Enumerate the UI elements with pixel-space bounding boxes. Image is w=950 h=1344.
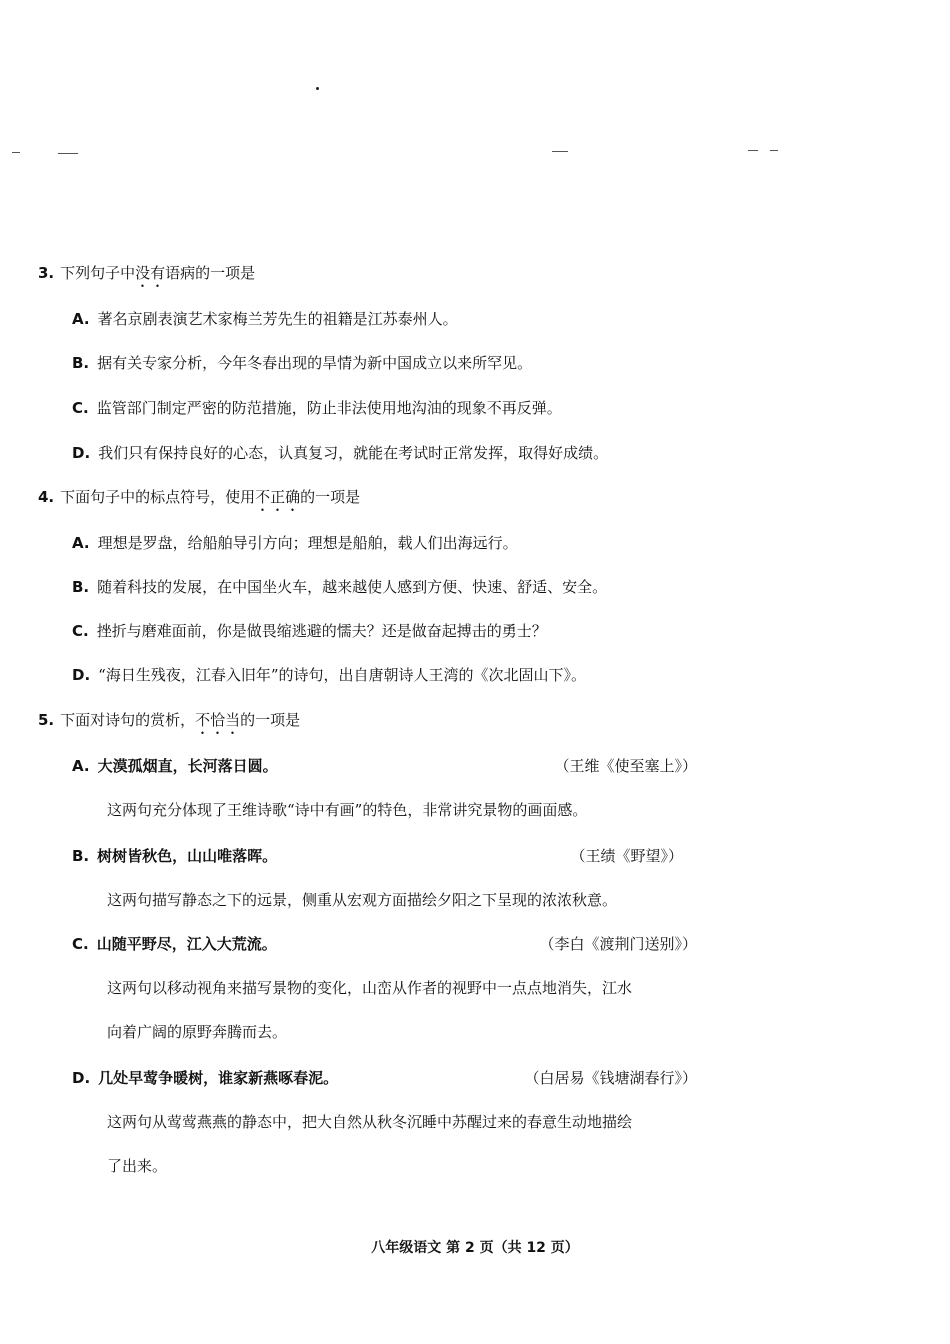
scan-speck — [316, 87, 319, 90]
explanation-line: 这两句以移动视角来描写景物的变化，山峦从作者的视野中一点点地消失，江水 — [107, 979, 633, 997]
emphasis-text: 没有 — [135, 264, 166, 282]
explanation-line: 这两句从莺莺燕燕的静态中，把大自然从秋冬沉睡中苏醒过来的春意生动地描绘 — [107, 1113, 633, 1131]
scan-mark — [748, 150, 758, 151]
explanation-line: 向着广阔的原野奔腾而去。 — [107, 1023, 288, 1041]
question-5-option-d: D. 几处早莺争暖树，谁家新燕啄春泥。 （白居易《钱塘湖春行》） — [72, 1069, 697, 1087]
question-3-option-d: D. 我们只有保持良好的心态，认真复习，就能在考试时正常发挥，取得好成绩。 — [72, 444, 609, 462]
question-3-option-a: A. 著名京剧表演艺术家梅兰芳先生的祖籍是江苏泰州人。 — [72, 310, 458, 328]
question-4-stem: 4. 下面句子中的标点符号，使用不正确的一项是 — [38, 488, 361, 506]
question-3-option-c: C. 监管部门制定严密的防范措施，防止非法使用地沟油的现象不再反弹。 — [72, 399, 562, 417]
page-footer: 八年级语文 第 2 页（共 12 页） — [371, 1240, 579, 1256]
question-5-option-b: B. 树树皆秋色，山山唯落晖。 （王绩《野望》） — [72, 847, 683, 865]
verse-source: （白居易《钱塘湖春行》） — [524, 1069, 697, 1087]
question-3-stem: 3. 下列句子中没有语病的一项是 — [38, 264, 256, 282]
question-5-option-a: A. 大漠孤烟直，长河落日圆。 （王维《使至塞上》） — [72, 757, 697, 775]
scan-mark — [58, 153, 78, 154]
question-4-option-b: B. 随着科技的发展，在中国坐火车，越来越使人感到方便、快速、舒适、安全。 — [72, 578, 608, 596]
verse-source: （王维《使至塞上》） — [554, 757, 697, 775]
question-5-option-c: C. 山随平野尽，江入大荒流。 （李白《渡荆门送别》） — [72, 935, 697, 953]
explanation-line: 这两句充分体现了王维诗歌“诗中有画”的特色，非常讲究景物的画面感。 — [107, 801, 588, 819]
question-3-option-b: B. 据有关专家分析，今年冬春出现的旱情为新中国成立以来所罕见。 — [72, 354, 533, 372]
verse-source: （王绩《野望》） — [570, 847, 683, 865]
scan-mark — [770, 150, 778, 151]
emphasis-text: 不正确 — [255, 488, 301, 506]
question-4-option-c: C. 挫折与磨难面前，你是做畏缩逃避的懦夫？还是做奋起搏击的勇士？ — [72, 622, 547, 640]
scan-mark — [12, 152, 20, 153]
scan-mark — [552, 151, 568, 152]
emphasis-text: 不恰当 — [195, 711, 241, 729]
verse: 几处早莺争暖树，谁家新燕啄春泥。 — [98, 1069, 339, 1087]
question-4-option-a: A. 理想是罗盘，给船舶导引方向；理想是船舶，载人们出海远行。 — [72, 534, 518, 552]
question-4-option-d: D. “海日生残夜，江春入旧年”的诗句，出自唐朝诗人王湾的《次北固山下》。 — [72, 666, 586, 684]
explanation-line: 这两句描写静态之下的远景，侧重从宏观方面描绘夕阳之下呈现的浓浓秋意。 — [107, 891, 618, 909]
question-5-stem: 5. 下面对诗句的赏析，不恰当的一项是 — [38, 711, 301, 729]
verse: 大漠孤烟直，长河落日圆。 — [97, 757, 278, 775]
verse-source: （李白《渡荆门送别》） — [539, 935, 697, 953]
explanation-line: 了出来。 — [107, 1157, 168, 1175]
verse: 山随平野尽，江入大荒流。 — [96, 935, 277, 953]
verse: 树树皆秋色，山山唯落晖。 — [97, 847, 278, 865]
